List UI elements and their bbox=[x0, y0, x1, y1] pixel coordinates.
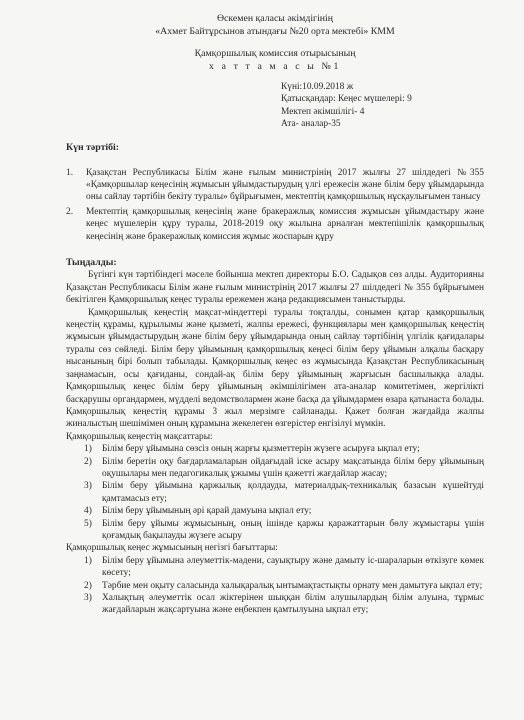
goal-item bbox=[66, 456, 484, 481]
agenda-section bbox=[66, 142, 484, 243]
agenda-item-number: 2. bbox=[66, 206, 74, 217]
goal-item bbox=[66, 518, 484, 543]
goal-item bbox=[66, 480, 484, 505]
goal-text: Білім беру ұйымына сөзсіз оның жарғы қызметтерін жүзеге асыруға ықпал ету; bbox=[102, 444, 420, 455]
agenda-item bbox=[66, 167, 484, 204]
goal-item bbox=[66, 505, 484, 517]
direction-text: Тәрбие мен оқыту саласында халықаралық ынтымақтастықты орнату мен дамытуға ықпал ету; bbox=[102, 580, 483, 591]
doc-title-line1: Қамқоршылық комиссия отырысының bbox=[194, 48, 356, 59]
goals-list bbox=[66, 443, 484, 542]
direction-item bbox=[66, 555, 484, 580]
akimat-line: Өскемен қаласы әкімдігінің bbox=[216, 13, 334, 24]
meeting-date: Күні:10.09.2018 ж bbox=[281, 82, 354, 92]
agenda-title: Күн тәртібі: bbox=[66, 142, 119, 154]
goal-item bbox=[66, 443, 484, 455]
goal-number: 4) bbox=[84, 506, 92, 517]
parents-count: Ата- аналар-35 bbox=[281, 118, 341, 129]
direction-number: 2) bbox=[84, 580, 92, 591]
school-name: «Ахмет Байтұрсынов атындағы №20 орта мектебі» КММ bbox=[155, 26, 395, 37]
direction-number: 3) bbox=[84, 593, 92, 603]
direction-item bbox=[66, 580, 484, 592]
goal-text: Білім беру ұйымының әрі қарай дамуына ықпал ету; bbox=[102, 506, 312, 517]
goals-title: Қамқоршылық кеңестің мақсаттары: bbox=[66, 431, 213, 442]
attendees: Қатысқандар: Кеңес мүшелері: 9 bbox=[281, 94, 412, 105]
agenda-item bbox=[66, 206, 484, 243]
goal-number: 5) bbox=[84, 518, 92, 529]
agenda-list bbox=[66, 167, 484, 243]
goal-text: Білім беру ұйымы жұмысының, оның ішінде қаржы қаражаттарын бөлу жұмыстары үшін қоғамдық бақылауды жүзеге асыру bbox=[102, 518, 484, 541]
heard-title: Тыңдалды: bbox=[66, 257, 117, 269]
school-admin-count: Мектеп әкімшілігі- 4 bbox=[281, 106, 365, 117]
direction-item bbox=[66, 592, 484, 617]
directions-title: Қамқоршылық кеңес жұмысының негізгі бағыттары: bbox=[66, 543, 278, 554]
heard-paragraph-1: Бүгінгі күн тәртібіндегі мәселе бойынша мектеп директоры Б.О. Садықов сөз алды. Аудиторияны Қазақстан Республикасы Білім және ғылым министрінің 2017 жылғы 27 шілдедегі № 355 бұйрығымен бекітілген Қамқоршылық кеңес туралы ережемен жаңа редакциясымен таныстырды. bbox=[66, 270, 484, 306]
agenda-item-text: Мектептің қамқоршылық кеңесінің және бракеражлық комиссия жұмысын ұйымдастыру және кеңес мүшелерін құру туралы, 2018-2019 оқу жылына арналған мектепішілік қамқоршылық кеңесінің және бракеражлық комиссия жұмыс жоспарын құру bbox=[86, 206, 484, 242]
directions-list bbox=[66, 555, 484, 617]
goal-number: 2) bbox=[84, 456, 92, 467]
doc-title-line2: х а т т а м а с ы №1 bbox=[209, 61, 341, 72]
goal-number: 1) bbox=[84, 444, 92, 455]
org-header bbox=[66, 12, 484, 38]
heard-section bbox=[66, 257, 484, 617]
meeting-meta bbox=[281, 81, 484, 130]
direction-text: Халықтың әлеуметтік осал жіктерінен шыққан білім алушылардың білім алуына, тұрмыс жағдайларын жақсартуына және еңбекпен қамтылуына ықпал ету; bbox=[102, 593, 484, 616]
direction-text: Білім беру ұйымына әлеуметтік-мәдени, сауықтыру және дамыту іс-шараларын өткізуге көмек көсету; bbox=[102, 555, 484, 579]
doc-title bbox=[66, 47, 484, 73]
agenda-item-text: Қазақстан Республикасы Білім және ғылым министрінің 2017 жылғы 27 шілдедегі №355 «Қамқоршылар кеңесінің жұмысын ұйымдастырудың үлгі ережесін және білім беру ұйымдарында оны сайлау тәртібін бекіту туралы» бұйрығымен, мектептің қамқоршылық нұсқаулығымен танысу bbox=[86, 167, 484, 203]
goal-text: Білім беру ұйымына қаржылық қолдауды, материалдық-техникалық базасын күшейтуді қамтамасыз ету; bbox=[102, 481, 484, 504]
heard-paragraph-2: Қамқоршылық кеңестің мақсат-міндеттері туралы тоқталды, сонымен қатар қамқоршылық кеңестің құрамы, құрылымы және қызметі, жалпы ережесі, функциялары мен қамқоршылық кеңестің жұмысын ұйымдастырудың және білім беру ұйымдарында оның сайлау тәртібінің үлгілік қағидалары туралы сөз сөйледі. Білім беру ұйымының қамқоршылық кеңесі білім беру ұйымын алқалы басқару нысанының бірі болып табылады. Қамқоршылық кеңес өз жұмысында Қазақстан Республикасының заңнамасын, осы қағиданы, сондай-ақ білім беру ұйымының жарғысын басшылыққа алады. Қамқоршылық кеңес білім беру ұйымының әкімшілігімен ата-аналар комитетімен, жергілікті басқарушы органдармен, мүдделі ведомстволармен және басқа да ұйымдармен өзара қатынаста болады. Қамқоршылық кеңестің құрамы 3 жыл мерзімге сайланады. Қажет болған жағдайда жалпы жиналыстың шешімімен оның құрамына жекелеген өзгерістер енгізілуі мүмкін. bbox=[66, 307, 484, 430]
goal-number: 3) bbox=[84, 481, 92, 492]
agenda-item-number: 1. bbox=[66, 167, 74, 178]
goal-text: Білім беретін оқу бағдарламаларын ойдағыдай іске асыру мақсатында білім беру ұйымының оқушылары мен педагогикалық ұжымы үшін қажетті жағдайлар жасау; bbox=[102, 456, 484, 479]
direction-number: 1) bbox=[84, 555, 92, 566]
